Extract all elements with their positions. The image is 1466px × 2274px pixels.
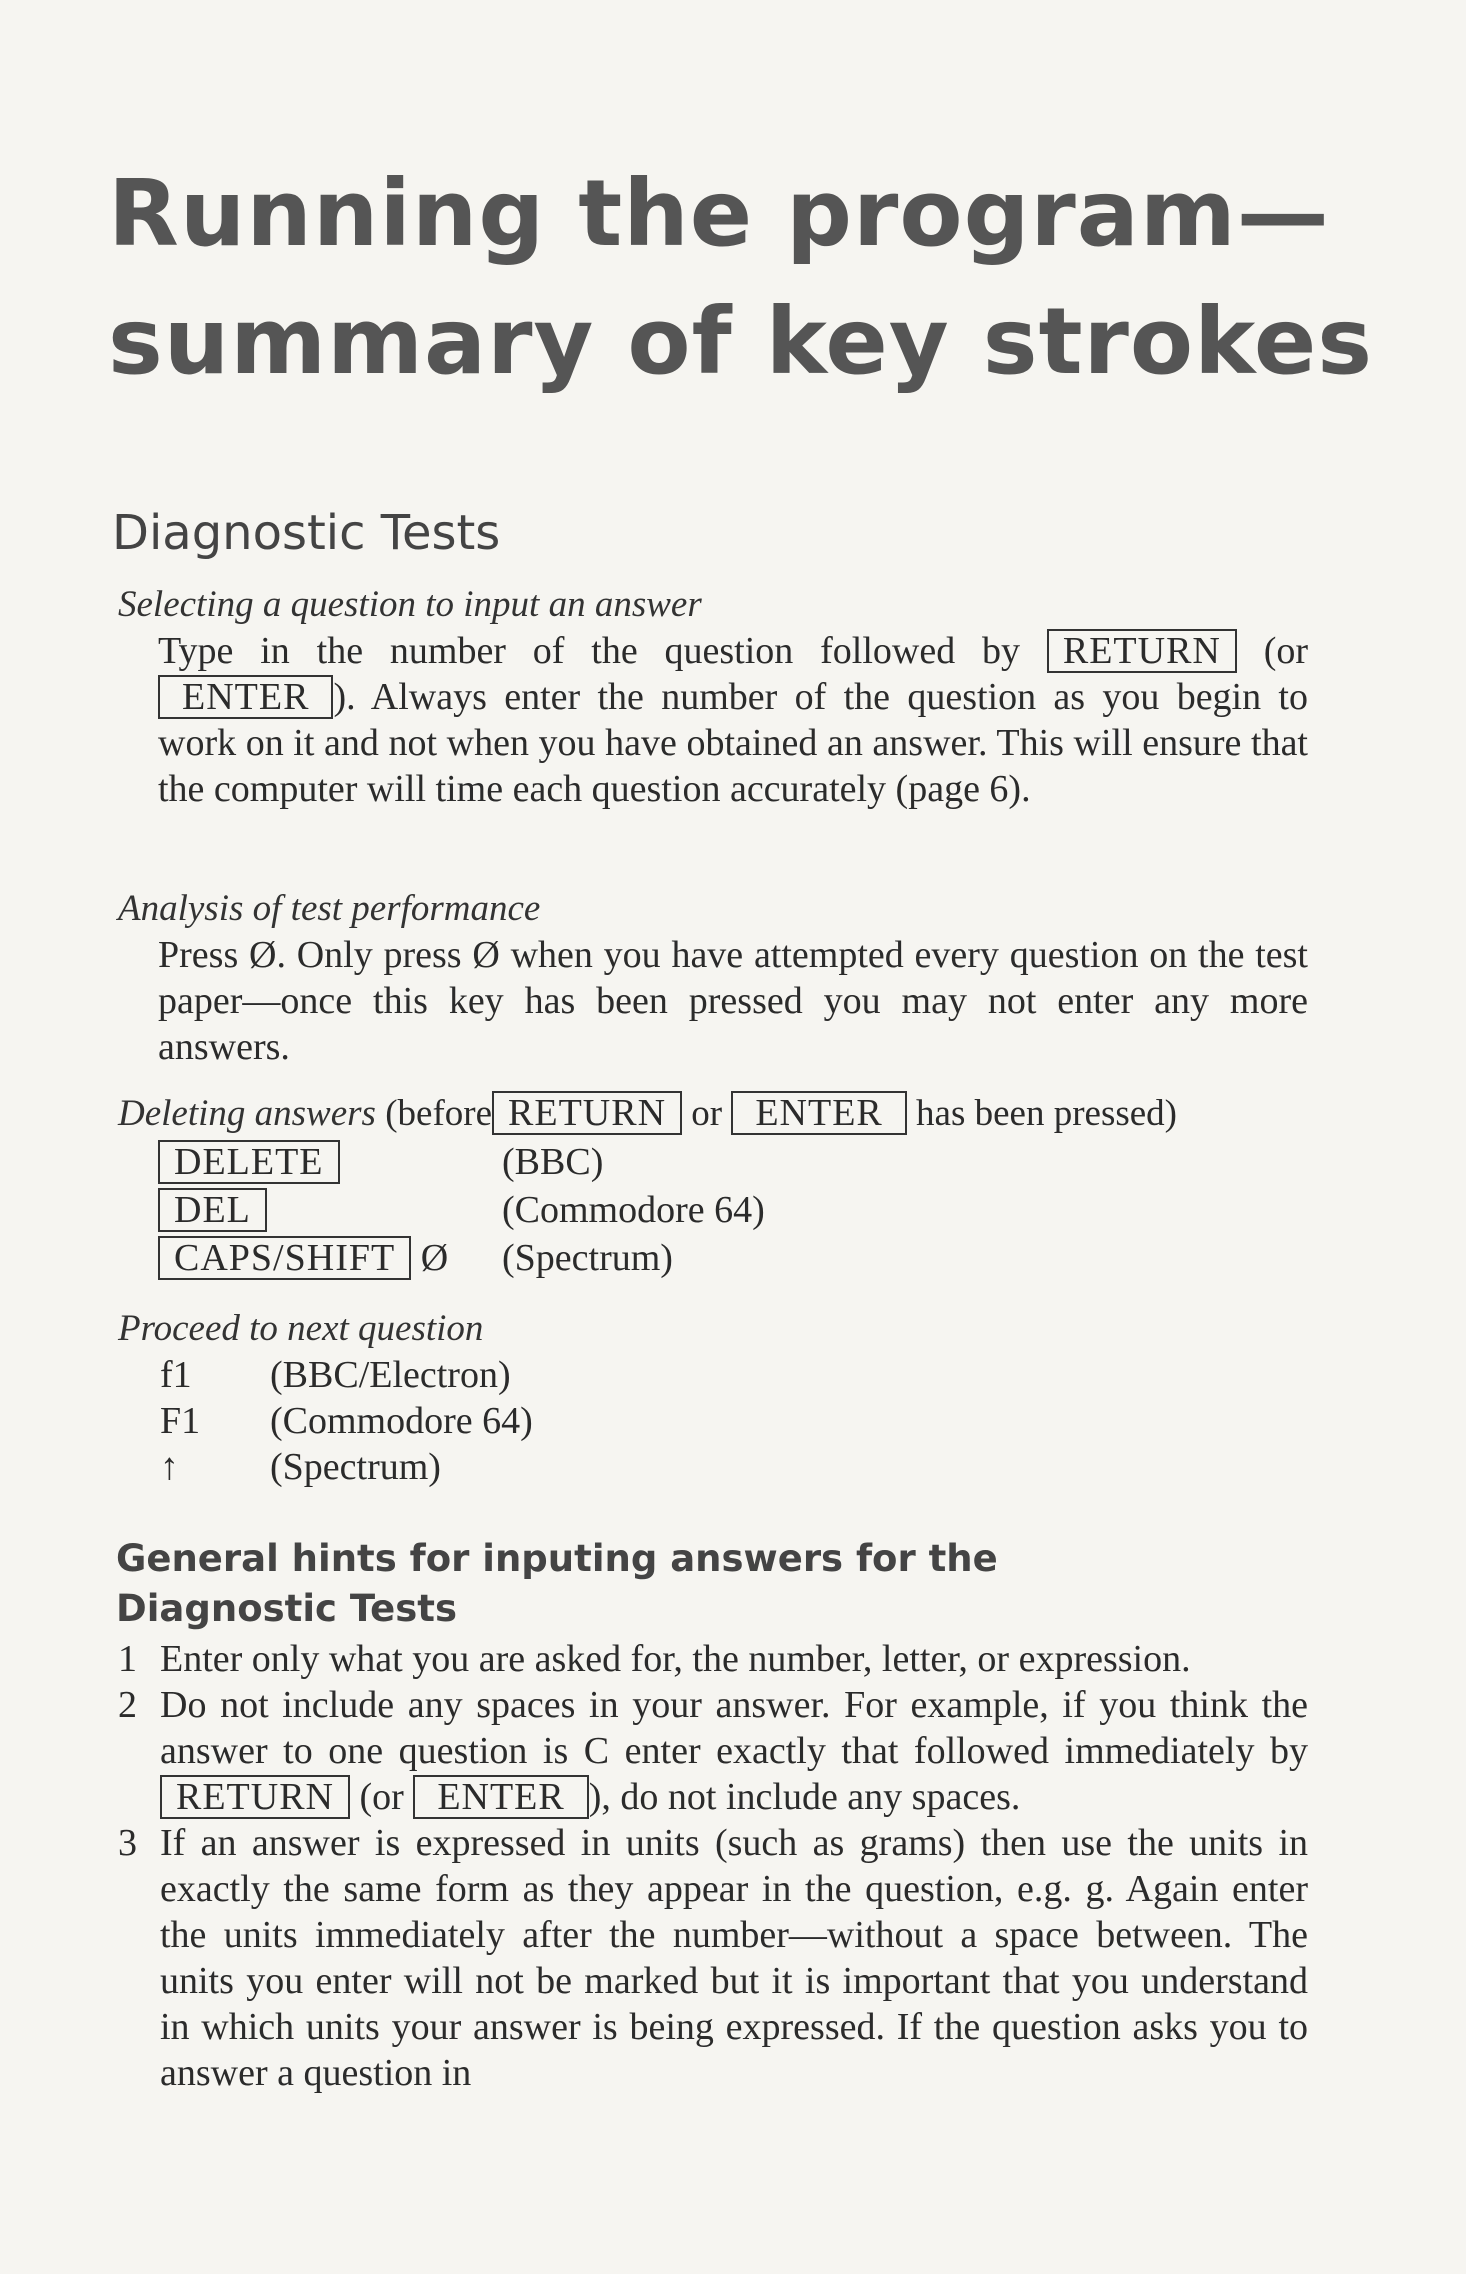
proceed-section: [118, 1306, 1308, 1490]
hint-text-b: (or: [359, 1776, 404, 1818]
delete-key-cell: [158, 1186, 502, 1234]
deleting-after: has been pressed): [916, 1093, 1177, 1134]
deleting-section: [118, 1090, 1308, 1282]
del-key: DEL: [158, 1188, 267, 1232]
hints-heading-line-1: General hints for inputing answers for the: [116, 1537, 998, 1580]
proceed-row: [160, 1444, 1308, 1490]
enter-key: ENTER: [413, 1775, 588, 1819]
hint-text: [160, 1682, 1308, 1820]
analysis-subheading: Analysis of test performance: [118, 888, 541, 929]
return-key: RETURN: [160, 1775, 350, 1819]
hint-text: Enter only what you are asked for, the number, letter, or expression.: [160, 1638, 1191, 1680]
hint-number: 3: [118, 1822, 137, 1864]
section-heading: Diagnostic Tests: [112, 505, 501, 561]
hints-heading-line-2: Diagnostic Tests: [116, 1587, 457, 1630]
selecting-text-2: (or: [1263, 630, 1308, 672]
delete-row: [158, 1234, 1308, 1282]
deleting-heading: [118, 1090, 1308, 1138]
delete-key-cell: [158, 1138, 502, 1186]
proceed-key: f1: [160, 1354, 192, 1396]
deleting-subheading: Deleting answers: [118, 1093, 376, 1134]
machine-label: (Commodore 64): [270, 1400, 533, 1442]
delete-row: [158, 1186, 1308, 1234]
hint-text-c: ), do not include any spaces.: [588, 1776, 1021, 1818]
up-arrow-key: ↑: [160, 1446, 179, 1488]
machine-label: (Commodore 64): [502, 1189, 765, 1231]
selecting-paragraph: [158, 628, 1308, 812]
selecting-subheading: Selecting a question to input an answer: [118, 584, 702, 625]
machine-label: (BBC/Electron): [270, 1354, 511, 1396]
return-key: RETURN: [1047, 629, 1237, 673]
analysis-section: [118, 886, 1308, 1070]
hint-text-a: Do not include any spaces in your answer. For example, if you think the answer to one question is C enter exactly that followed immediately by: [160, 1684, 1308, 1772]
hint-item: [118, 1820, 1308, 2096]
machine-label: (Spectrum): [270, 1446, 441, 1488]
return-key: RETURN: [492, 1091, 682, 1135]
deleting-or: or: [691, 1093, 723, 1134]
delete-key-cell: [158, 1234, 502, 1282]
proceed-row: [160, 1352, 1308, 1398]
title-line-1: Running the program—: [108, 160, 1330, 267]
hint-number: 1: [118, 1638, 137, 1680]
key-suffix: Ø: [420, 1237, 449, 1279]
hints-heading: [116, 1534, 998, 1634]
hints-list: [118, 1636, 1308, 2096]
hint-text: If an answer is expressed in units (such as grams) then use the units in exactly the same form as they appear in the question, e.g. g. Again enter the units immediately after the number—without a space between. The units you enter will not be marked but it is important that you understand in which units your answer is being expressed. If the question asks you to answer a question in: [160, 1822, 1308, 2094]
enter-key: ENTER: [731, 1091, 906, 1135]
machine-label: (Spectrum): [502, 1237, 673, 1279]
hint-item: [118, 1636, 1308, 1682]
deleting-before: (before: [385, 1093, 493, 1134]
selecting-section: [118, 582, 1308, 812]
proceed-key: F1: [160, 1400, 201, 1442]
title-line-2: summary of key strokes: [108, 288, 1373, 395]
hint-item: [118, 1682, 1308, 1820]
analysis-paragraph: Press Ø. Only press Ø when you have attempted every question on the test paper—once this key has been pressed you may not enter any more answers.: [158, 934, 1308, 1068]
page-title: [108, 150, 1373, 406]
delete-row: [158, 1138, 1308, 1186]
selecting-text-1: Type in the number of the question followed by: [158, 630, 1021, 672]
proceed-subheading: Proceed to next question: [118, 1308, 484, 1349]
machine-label: (BBC): [502, 1141, 604, 1183]
caps-shift-key: CAPS/SHIFT: [158, 1236, 411, 1280]
selecting-text-3: ). Always enter the number of the question as you begin to work on it and not when you have obtained an answer. This will ensure that the computer will time each question accurately (page 6).: [158, 676, 1308, 810]
delete-key: DELETE: [158, 1140, 340, 1184]
enter-key: ENTER: [158, 675, 333, 719]
hint-number: 2: [118, 1684, 137, 1726]
proceed-row: [160, 1398, 1308, 1444]
